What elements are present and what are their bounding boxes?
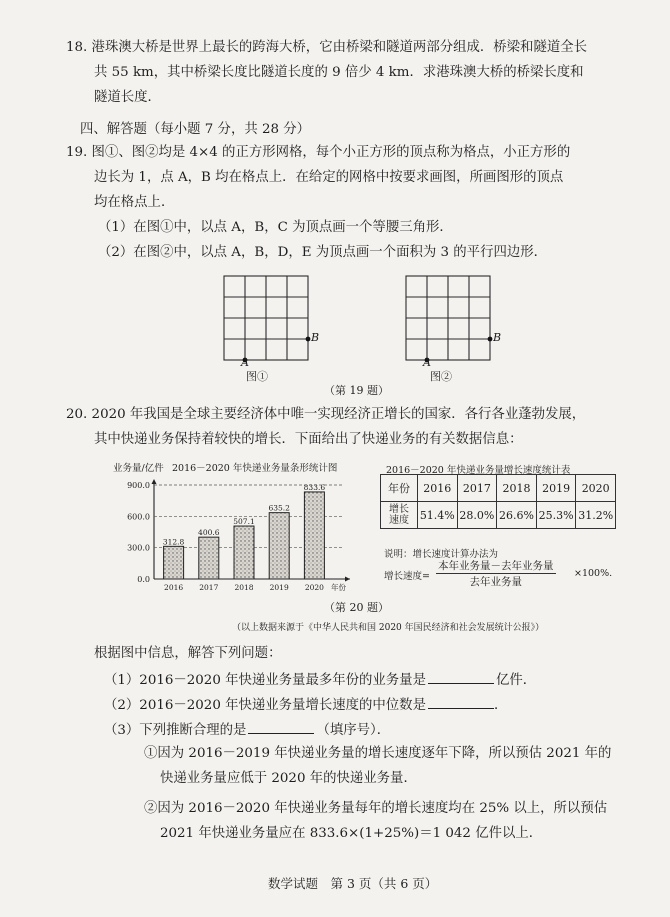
q19-figure-caption: （第 19 题） (324, 384, 389, 397)
bar-value-label: 312.8 (162, 537, 185, 547)
option-2-line-2: 2021 年快递业务量应在 833.6×(1+25%)＝1 042 亿件以上． (160, 826, 543, 841)
formula-rhs: ×100%. (574, 568, 613, 579)
bar-chart (108, 472, 368, 596)
answer-blank[interactable] (248, 719, 314, 734)
table-rate-cell: 25.3% (536, 502, 576, 529)
y-tick-label: 600.0 (127, 512, 150, 522)
q20-part-2: （2）2016－2020 年快递业务量增长速度的中位数是 ． (104, 694, 507, 716)
x-axis-tail-label: 年份 (331, 583, 346, 592)
y-tick-label: 300.0 (127, 543, 150, 553)
formula-denominator: 去年业务量 (469, 576, 522, 588)
table-header-row (381, 475, 616, 502)
table-rate-cell: 51.4% (418, 502, 458, 529)
q20-prompt: 根据图中信息，解答下列问题： (94, 646, 282, 661)
x-tick-label: 2019 (269, 583, 289, 592)
answer-blank[interactable] (428, 694, 494, 709)
table-rate-cell: 28.0% (457, 502, 497, 529)
grid-figure-1 (216, 268, 326, 380)
q19-line-1: 19. 图①、图②均是 4×4 的正方形网格，每个小正方形的顶点称为格点，小正方形的 (66, 145, 571, 160)
bar (234, 526, 254, 579)
bar (199, 537, 219, 579)
y-tick-label: 0.0 (137, 575, 150, 584)
table-year-cell: 2019 (536, 475, 576, 502)
chart-y-axis-label: 业务量/亿件 (113, 463, 164, 474)
x-axis-arrow (345, 577, 350, 582)
q20-figure-caption: （第 20 题） (324, 601, 389, 614)
table-rate-cell: 31.2% (576, 502, 616, 529)
q19-part-2: （2）在图②中，以点 A，B，D，E 为顶点画一个面积为 3 的平行四边形． (98, 245, 548, 260)
x-tick-label: 2017 (199, 583, 219, 592)
option-1-line-2: 快递业务量应低于 2020 年的快递业务量． (160, 771, 417, 786)
q20-line-2: 其中快递业务保持着较快的增长．下面给出了快递业务的有关数据信息： (94, 432, 523, 447)
q19-line-3: 均在格点上． (94, 195, 175, 210)
q19-line-2: 边长为 1，点 A，B 均在格点上．在给定的网格中按要求画图，所画图形的顶点 (94, 170, 564, 185)
section-title: 四、解答题（每小题 7 分，共 28 分） (80, 122, 311, 137)
growth-rate-table (380, 474, 616, 529)
grid1-caption: 图① (246, 370, 268, 383)
bar-value-label: 507.1 (233, 517, 255, 527)
q20-part-3: （3）下列推断合理的是 （填序号）． (104, 719, 390, 741)
grid2-caption: 图② (430, 370, 452, 383)
table-title: 2016－2020 年快递业务量增长速度统计表 (386, 465, 571, 476)
grid1-label-a: A (241, 356, 249, 369)
table-row-label: 增长 速度 (381, 502, 418, 529)
grid2-label-b: B (493, 331, 502, 344)
x-tick-label: 2020 (304, 583, 324, 592)
option-2-line-1: ②因为 2016－2020 年快递业务量每年的增长速度均在 25% 以上，所以预估 (144, 801, 608, 816)
table-year-cell: 2018 (497, 475, 537, 502)
table-header-label: 年份 (381, 475, 418, 502)
point-b-marker (306, 337, 311, 342)
table-year-cell: 2020 (576, 475, 616, 502)
grid1-label-b: B (311, 331, 320, 344)
q18-line-1: 18. 港珠澳大桥是世界上最长的跨海大桥，它由桥梁和隧道两部分组成．桥梁和隧道全长 (66, 40, 588, 55)
bar-value-label: 833.6 (303, 482, 326, 492)
formula-note: 说明：增长速度计算办法为 (384, 549, 499, 560)
answer-blank[interactable] (428, 669, 494, 684)
bar (164, 546, 184, 579)
x-tick-label: 2016 (164, 583, 184, 592)
formula-fraction (436, 558, 556, 589)
q18-line-3: 隧道长度． (94, 90, 161, 105)
bar-value-label: 400.6 (198, 528, 220, 538)
formula-lhs: 增长速度= (384, 571, 430, 582)
formula-numerator: 本年业务量－去年业务量 (438, 560, 554, 572)
y-axis-arrow (152, 479, 157, 484)
q19-part-1: （1）在图①中，以点 A，B，C 为顶点画一个等腰三角形． (98, 220, 453, 235)
x-tick-label: 2018 (234, 583, 254, 592)
bar (269, 513, 289, 579)
point-b-marker (488, 337, 493, 342)
y-tick-label: 900.0 (127, 481, 150, 490)
bar (304, 492, 324, 579)
q18-line-2: 共 55 km，其中桥梁长度比隧道长度的 9 倍少 4 km．求港珠澳大桥的桥梁长度和 (94, 65, 584, 80)
table-rate-row (381, 502, 616, 529)
table-year-cell: 2017 (457, 475, 497, 502)
chart-title: 2016－2020 年快递业务量条形统计图 (172, 463, 338, 474)
q20-line-1: 20. 2020 年我国是全球主要经济体中唯一实现经济正增长的国家．各行各业蓬勃发展， (66, 407, 586, 422)
grid2-label-a: A (423, 356, 431, 369)
data-source-note: （以上数据来源于《中华人民共和国 2020 年国民经济和社会发展统计公报》） (232, 623, 545, 633)
table-rate-cell: 26.6% (497, 502, 537, 529)
option-1-line-1: ①因为 2016－2019 年快递业务量的增长速度逐年下降，所以预估 2021 年的 (144, 746, 612, 761)
table-year-cell: 2016 (418, 475, 458, 502)
bar-value-label: 635.2 (268, 503, 290, 513)
page-footer: 数学试题 第 3 页（共 6 页） (268, 876, 438, 891)
q20-part-1: （1）2016－2020 年快递业务量最多年份的业务量是 亿件． (104, 669, 536, 691)
grid-figure-2 (398, 268, 508, 380)
